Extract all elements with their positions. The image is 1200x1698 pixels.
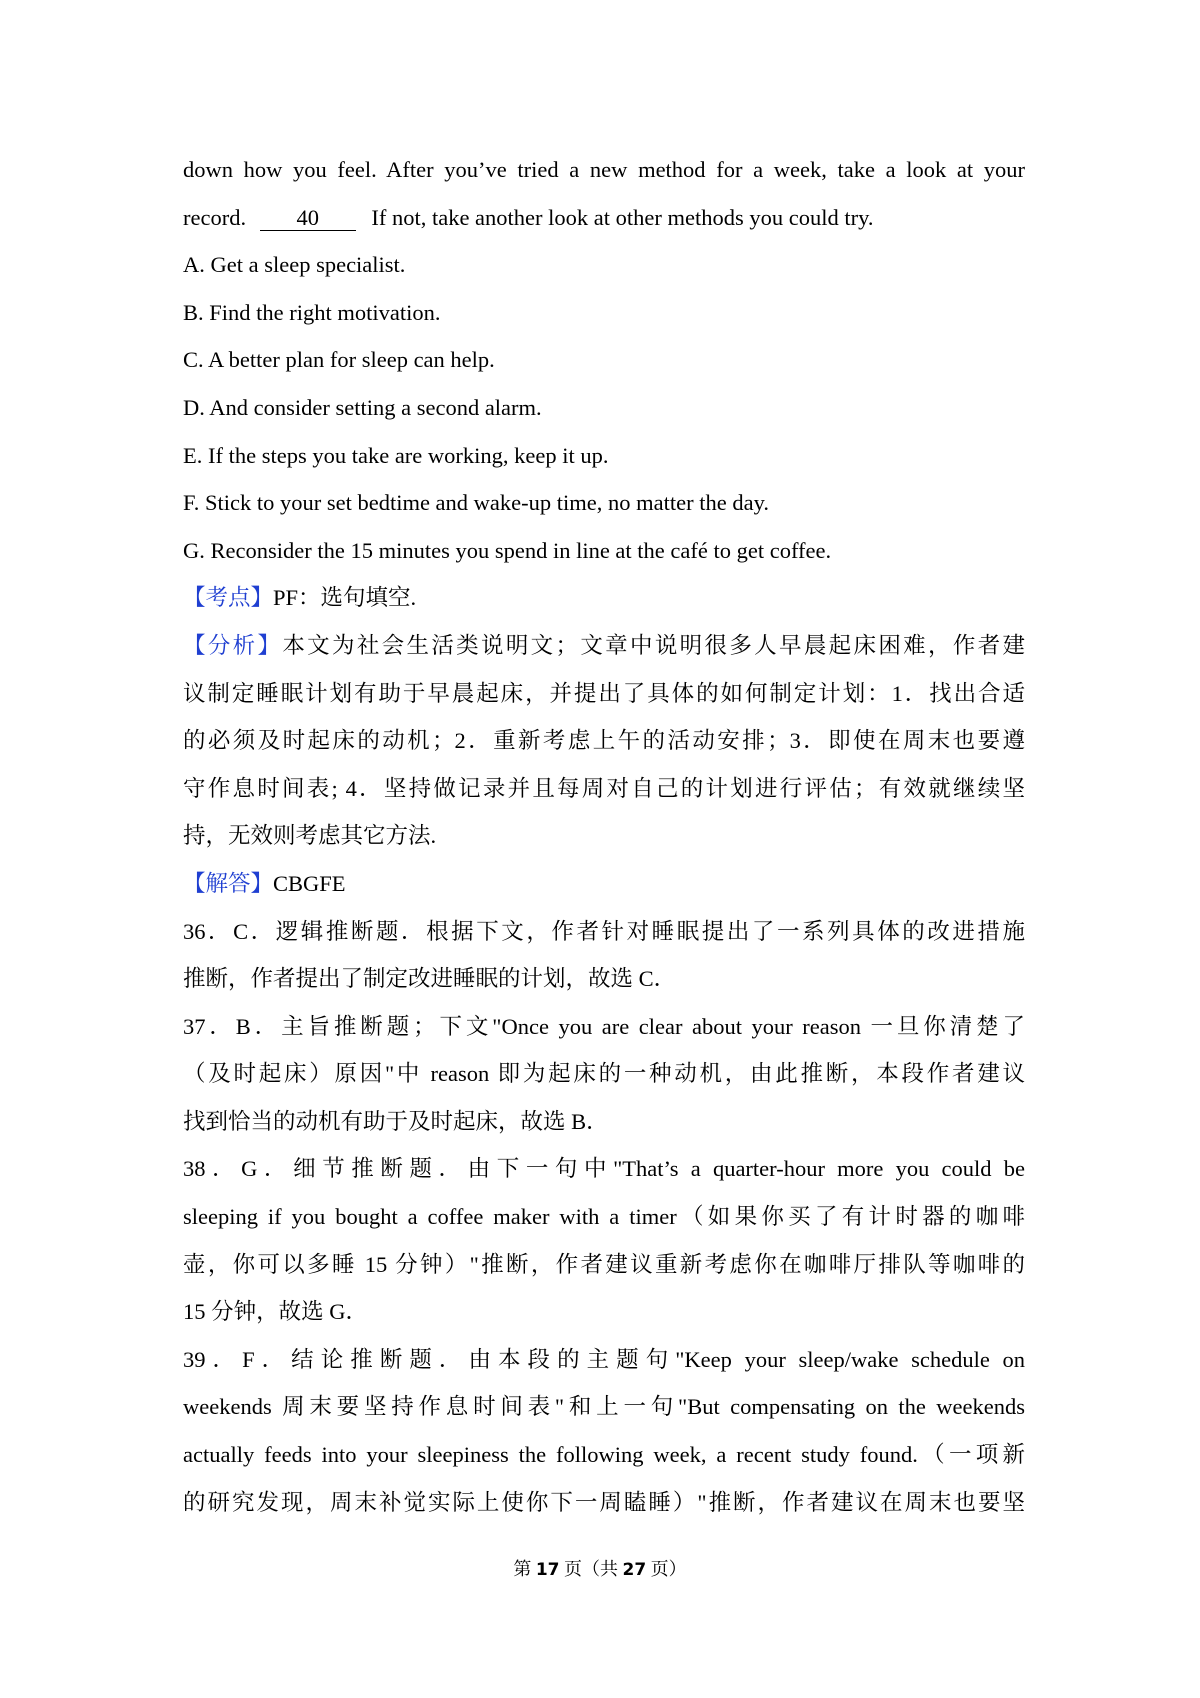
jieda-section — [183, 860, 1025, 908]
blank-40: 40 — [260, 206, 356, 231]
footer-middle: 页（共 — [564, 1559, 618, 1579]
fenxi-tag: 【分析】 — [183, 632, 283, 658]
footer-suffix: 页） — [650, 1559, 687, 1579]
option-b: B. Find the right motivation. — [183, 299, 441, 325]
option-f: F. Stick to your set bedtime and wake-up time, no matter the day. — [183, 490, 769, 516]
kaodian-tag: 【考点】 — [183, 585, 274, 611]
kaodian-text: PF：选句填空. — [273, 585, 417, 611]
fenxi-line-4: 守作息时间表; 4．坚持做记录并且每周对自己的计划进行评估；有效就继续坚 — [183, 775, 1025, 801]
explanation-line-4: （及时起床）原因"中 reason 即为起床的一种动机，由此推断，本段作者建议 — [183, 1061, 1025, 1087]
footer-page-number: 17 — [535, 1560, 560, 1580]
option-a: A. Get a sleep specialist. — [183, 252, 406, 278]
jieda-tag: 【解答】 — [183, 870, 274, 896]
page-footer — [0, 1555, 1200, 1581]
explanation-line-5: 找到恰当的动机有助于及时起床，故选 B． — [183, 1108, 609, 1134]
explanation-line-7: sleeping if you bought a coffee maker with a timer（如果你买了有计时器的咖啡 — [183, 1204, 1025, 1230]
explanation-line-9: 15 分钟，故选 G． — [183, 1299, 368, 1325]
option-c: C. A better plan for sleep can help. — [183, 347, 495, 373]
explanation-line-3: 37．B．主旨推断题；下文"Once you are clear about your reason 一旦你清楚了 — [183, 1013, 1025, 1039]
explanation-line-12: actually feeds into your sleepiness the following week, a recent study found.（一项新 — [183, 1442, 1025, 1468]
passage-line-2 — [183, 194, 1025, 242]
fenxi-line-3: 的必须及时起床的动机；2．重新考虑上午的活动安排；3．即使在周末也要遵 — [183, 728, 1025, 754]
passage-line-1: down how you feel. After you’ve tried a new method for a week, take a look at your — [183, 157, 1025, 182]
option-e: E. If the steps you take are working, keep it up. — [183, 442, 609, 468]
fenxi-line-2: 议制定睡眠计划有助于早晨起床，并提出了具体的如何制定计划：1．找出合适 — [183, 680, 1025, 706]
passage-record-text: record. — [183, 204, 247, 230]
explanation-line-11: weekends 周末要坚持作息时间表"和上一句"But compensating on the weekends — [183, 1394, 1025, 1420]
footer-prefix: 第 — [513, 1559, 532, 1579]
fenxi-text-1: 本文为社会生活类说明文；文章中说明很多人早晨起床困难，作者建 — [282, 632, 1025, 658]
explanation-line-10: 39．F．结论推断题．由本段的主题句"Keep your sleep/wake schedule on — [183, 1346, 1025, 1372]
explanation-line-8: 壶，你可以多睡 15 分钟）"推断，作者建议重新考虑你在咖啡厅排队等咖啡的 — [183, 1251, 1025, 1277]
explanation-line-2: 推断，作者提出了制定改进睡眠的计划，故选 C． — [183, 966, 677, 992]
kaodian-section — [183, 574, 1025, 622]
jieda-text: CBGFE — [273, 870, 346, 896]
fenxi-line-5: 持，无效则考虑其它方法. — [183, 823, 437, 849]
explanation-line-6: 38．G．细节推断题．由下一句中"That’s a quarter-hour more you could be — [183, 1156, 1025, 1182]
explanation-line-13: 的研究发现，周末补觉实际上使你下一周瞌睡）"推断，作者建议在周末也要坚 — [183, 1489, 1025, 1515]
footer-total-pages: 27 — [622, 1560, 647, 1580]
fenxi-line-1 — [183, 622, 1025, 670]
option-g: G. Reconsider the 15 minutes you spend in line at the café to get coffee. — [183, 537, 832, 563]
passage-line-2-rest: If not, take another look at other methods you could try. — [371, 204, 874, 230]
page-content — [183, 146, 1025, 1526]
explanation-line-1: 36．C．逻辑推断题．根据下文，作者针对睡眠提出了一系列具体的改进措施 — [183, 918, 1025, 944]
option-d: D. And consider setting a second alarm. — [183, 394, 542, 420]
